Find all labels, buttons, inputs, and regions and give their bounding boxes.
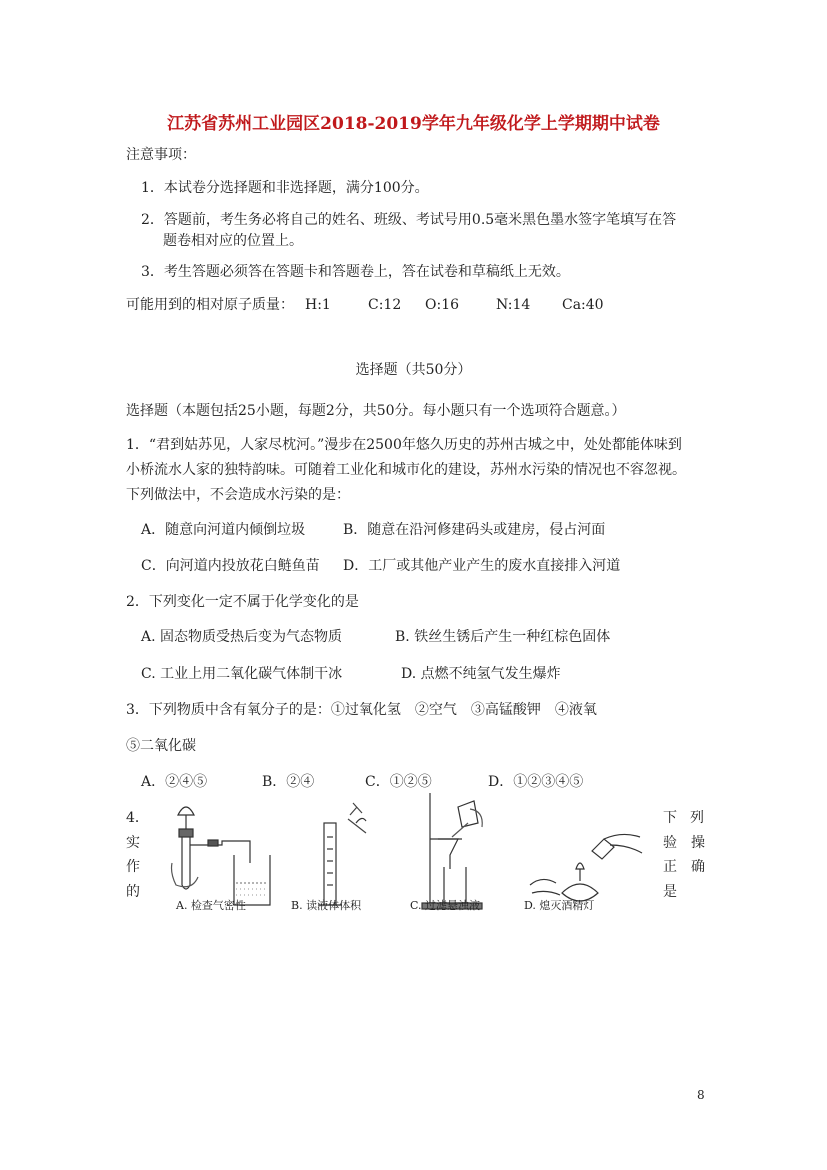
- atomic-mass-label: 可能用到的相对原子质量：: [126, 297, 294, 313]
- atomic-mass-n: N:14: [496, 297, 531, 313]
- figure-label-c: C. 过滤悬浊液: [410, 899, 481, 912]
- atomic-mass-c: C:12: [368, 297, 402, 313]
- q1-stem-line-3: 下列做法中，不会造成水污染的是：: [126, 487, 350, 503]
- atomic-mass-o: O:16: [425, 297, 460, 313]
- q3-option-d: D．①②③④⑤: [488, 774, 584, 790]
- q4-right-line-1: 验 操: [663, 835, 705, 851]
- q2-option-c: C. 工业上用二氧化碳气体制干冰: [141, 666, 343, 682]
- notice-item-2: 2．答题前，考生务必将自己的姓名、班级、考试号用0.5毫米黑色墨水签字笔填写在答: [141, 212, 677, 228]
- q3-option-a: A．②④⑤: [141, 774, 208, 790]
- q1-option-c: C．向河道内投放花白鲢鱼苗: [141, 558, 320, 574]
- q2-option-a: A. 固态物质受热后变为气态物质: [141, 629, 343, 645]
- notice-item-3: 3．考生答题必须答在答题卡和答题卷上，答在试卷和草稿纸上无效。: [141, 264, 570, 280]
- figure-d-alcohol-lamp: [530, 834, 642, 901]
- q3-stem: 3．下列物质中含有氧分子的是：①过氧化氢 ②空气 ③高锰酸钾 ④液氧: [126, 702, 597, 718]
- notice-item-2-cont: 题卷相对应的位置上。: [163, 233, 303, 249]
- q3-option-c: C．①②⑤: [365, 774, 432, 790]
- q4-right-line-2: 正 确: [663, 859, 705, 875]
- q4-left-char-2: 作: [126, 859, 140, 875]
- q4-number: 4．: [126, 810, 149, 826]
- q4-right-line-3: 是: [663, 884, 677, 900]
- figure-c-filtration-setup: [422, 793, 482, 909]
- q1-stem-line-1: 1．“君到姑苏见，人家尽枕河。”漫步在2500年悠久历史的苏州古城之中，处处都能体味到: [126, 437, 682, 453]
- figure-label-b: B. 读液体体积: [291, 899, 362, 912]
- q3-stem-cont: ⑤二氧化碳: [126, 738, 196, 754]
- q1-option-d: D．工厂或其他产业产生的废水直接排入河道: [343, 558, 621, 574]
- q4-left-char-1: 实: [126, 835, 140, 851]
- q1-stem-line-2: 小桥流水人家的独特韵味。可随着工业化和城市化的建设，苏州水污染的情况也不容忽视。: [126, 462, 686, 478]
- q2-stem: 2．下列变化一定不属于化学变化的是: [126, 594, 359, 610]
- figure-a-air-tightness-apparatus: [172, 807, 271, 905]
- atomic-mass-ca: Ca:40: [562, 297, 604, 313]
- section-title: 选择题（共50分）: [355, 362, 472, 378]
- q4-right-char-1: 下: [663, 810, 677, 826]
- q4-right-char-2: 列: [690, 810, 704, 826]
- q4-left-char-3: 的: [126, 884, 140, 900]
- notice-item-1: 1．本试卷分选择题和非选择题，满分100分。: [141, 180, 429, 196]
- q2-option-d: D. 点燃不纯氢气发生爆炸: [401, 666, 561, 682]
- q2-option-b: B. 铁丝生锈后产生一种红棕色固体: [395, 629, 611, 645]
- notice-heading: 注意事项：: [126, 147, 196, 163]
- section-description: 选择题（本题包括25小题，每题2分，共50分。每小题只有一个选项符合题意。）: [126, 403, 626, 419]
- exam-title: 江苏省苏州工业园区2018-2019学年九年级化学上学期期中试卷: [167, 114, 660, 134]
- q1-option-b: B．随意在沿河修建码头或建房，侵占河面: [343, 522, 606, 538]
- figure-label-a: A. 检查气密性: [176, 899, 246, 912]
- figure-label-d: D. 熄灭酒精灯: [524, 899, 595, 912]
- figure-b-graduated-cylinder: [318, 803, 366, 905]
- page-number: 8: [697, 1088, 705, 1102]
- q3-option-b: B．②④: [262, 774, 315, 790]
- atomic-mass-h: H:1: [305, 297, 331, 313]
- q1-option-a: A．随意向河道内倾倒垃圾: [141, 522, 306, 538]
